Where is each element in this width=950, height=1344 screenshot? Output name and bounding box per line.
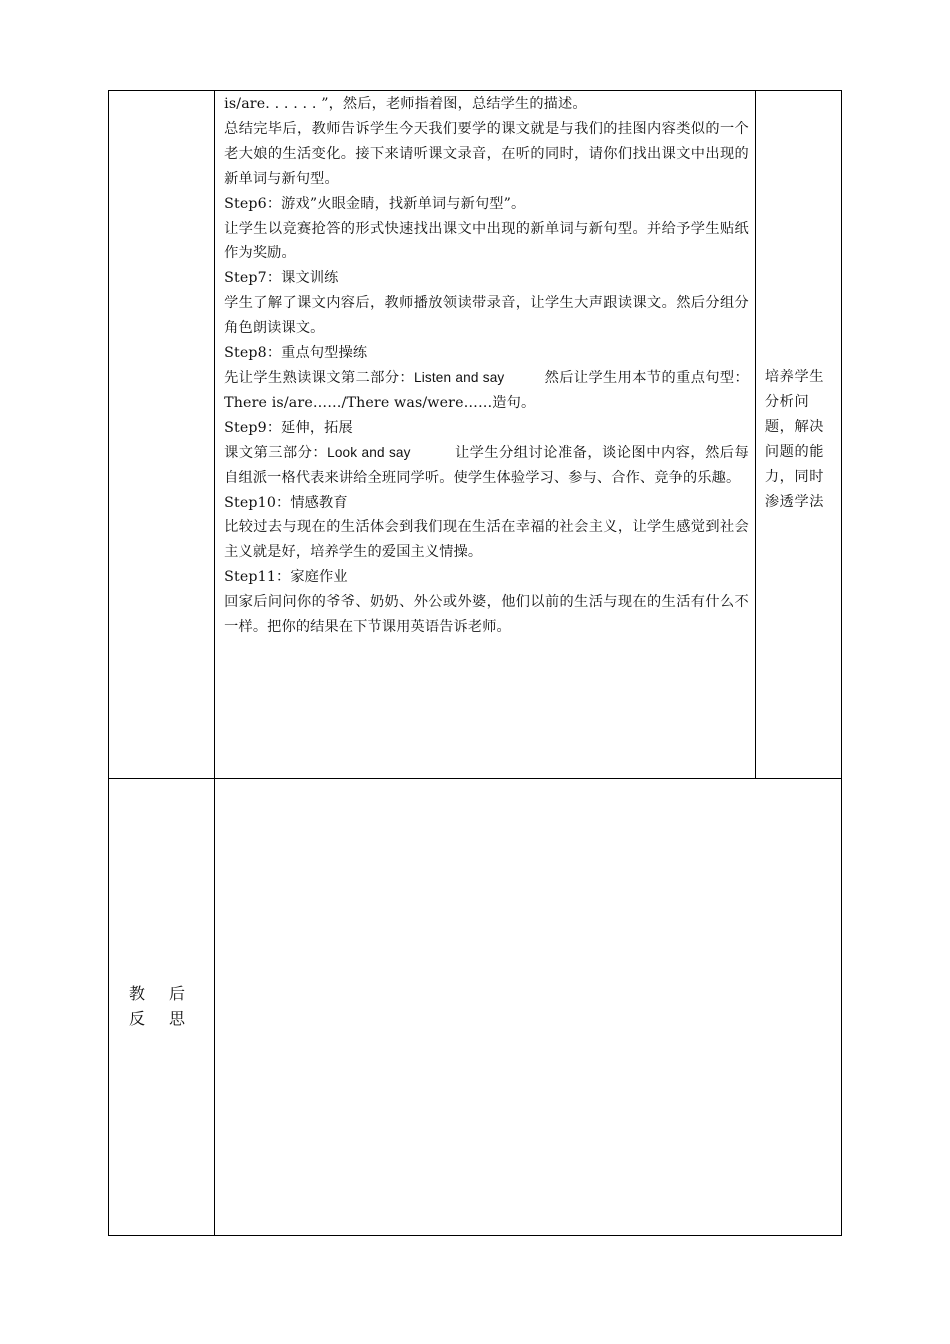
reflection-content-cell [215, 779, 842, 1236]
procedure-text [215, 91, 755, 640]
reflection-char: 后 [169, 984, 186, 1003]
procedure-line: 让学生以竞赛抢答的形式快速找出课文中出现的新单词与新句型。并给予学生贴纸作为奖励。 [224, 220, 749, 262]
procedure-line: 比较过去与现在的生活体会到我们现在生活在幸福的社会主义，让学生感觉到社会主义就是好，培养学生的爱国主义情操。 [224, 519, 749, 561]
procedure-line: 学生了解了课文内容后，教师播放领读带录音，让学生大声跟读课文。然后分组分角色朗读课文。 [224, 295, 749, 337]
lesson-plan-table [108, 90, 842, 1236]
procedure-line: 回家后问问你的爷爷、奶奶、外公或外婆，他们以前的生活与现在的生活有什么不一样。把你的结果在下节课用英语告诉老师。 [224, 594, 749, 636]
aim-cell [755, 91, 841, 779]
step9-intro: 课文第三部分： [224, 444, 328, 461]
step8-detail: 然后让学生用本节的重点句型：There is/are……/There was/were……造句。 [224, 369, 749, 411]
procedure-line: Step10：情感教育 [224, 494, 348, 511]
teaching-aim-text: 培养学生分析问题，解决问题的能力，同时渗透学法 [764, 369, 825, 510]
reflection-label [129, 981, 185, 1031]
procedure-line: Step6：游戏”火眼金睛，找新单词与新句型”。 [224, 195, 526, 212]
step9-part-title: Look and say [327, 444, 411, 460]
step9-title: Step9：延伸，拓展 [224, 419, 353, 436]
reflection-label-cell [109, 779, 215, 1236]
reflection-char: 反 [129, 1009, 146, 1028]
procedure-cell [215, 91, 756, 779]
procedure-line: Step7：课文训练 [224, 270, 339, 287]
step9-detail: 让学生分组讨论准备，谈论图中内容，然后每自组派一格代表来讲给全班同学听。使学生体验学习、参与、合作、竞争的乐趣。 [224, 444, 749, 486]
teaching-process-row [109, 91, 842, 779]
procedure-line: Step8：重点句型操练 [224, 345, 368, 362]
stage-cell [109, 91, 215, 779]
reflection-char: 教 [129, 984, 146, 1003]
procedure-line: 总结完毕后，教师告诉学生今天我们要学的课文就是与我们的挂图内容类似的一个老大娘的生活变化。接下来请听课文录音，在听的同时，请你们找出课文中出现的新单词与新句型。 [224, 120, 749, 187]
step8-part-title: Listen and say [414, 369, 505, 385]
step8-intro: 先让学生熟读课文第二部分： [224, 369, 415, 386]
procedure-line: Step11：家庭作业 [224, 569, 348, 586]
procedure-line: is/are. . . . . . ”，然后，老师指着图，总结学生的描述。 [224, 96, 587, 112]
step8-paragraph [224, 366, 749, 416]
reflection-row [109, 779, 842, 1236]
step9-paragraph [224, 441, 749, 491]
reflection-char: 思 [169, 1009, 186, 1028]
